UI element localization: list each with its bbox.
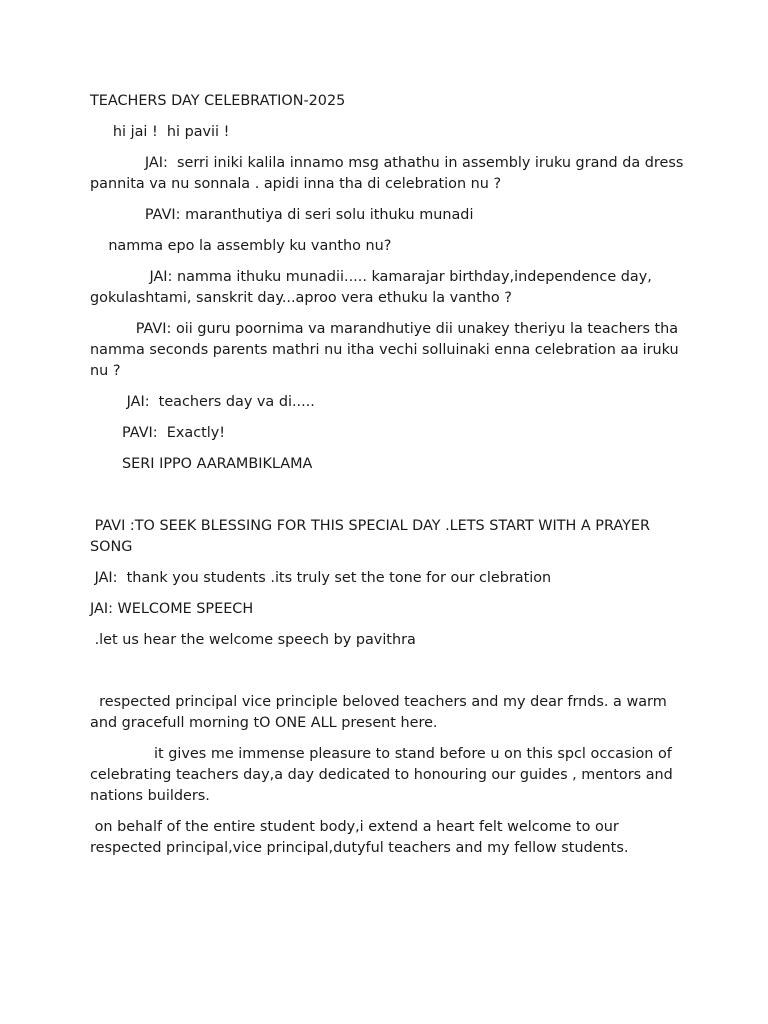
paragraph: JAI: teachers day va di..... xyxy=(90,394,315,410)
paragraph: .let us hear the welcome speech by pavithra xyxy=(90,632,416,648)
paragraph: PAVI: Exactly! xyxy=(90,425,226,441)
paragraph: hi jai ! hi pavii ! xyxy=(90,124,230,140)
paragraph: JAI: serri iniki kalila innamo msg athathu in assembly iruku grand da dress pannita va nu sonnala . apidi inna tha di celebration nu ? xyxy=(90,155,688,192)
blank-line xyxy=(90,661,686,682)
section-heading: JAI: WELCOME SPEECH xyxy=(90,601,254,617)
paragraph: respected principal vice principle beloved teachers and my dear frnds. a warm and gracefull morning tO ONE ALL present here. xyxy=(90,694,672,731)
paragraph: namma epo la assembly ku vantho nu? xyxy=(90,238,392,254)
document-title: TEACHERS DAY CELEBRATION-2025 xyxy=(90,93,346,109)
paragraph: PAVI: maranthutiya di seri solu ithuku munadi xyxy=(90,207,474,223)
paragraph: JAI: namma ithuku munadii..... kamarajar birthday,independence day, gokulashtami, sanskrit day...aproo vera ethuku la vantho ? xyxy=(90,269,661,306)
blank-line xyxy=(90,485,686,506)
document-body xyxy=(90,91,686,869)
paragraph: on behalf of the entire student body,i extend a heart felt welcome to our respected principal,vice principal,dutyful teachers and my fellow students. xyxy=(90,819,629,856)
paragraph: it gives me immense pleasure to stand before u on this spcl occasion of celebrating teachers day,a day dedicated to honouring our guides , mentors and nations builders. xyxy=(90,746,678,804)
paragraph: JAI: thank you students .its truly set the tone for our clebration xyxy=(90,570,552,586)
paragraph: SERI IPPO AARAMBIKLAMA xyxy=(90,456,313,472)
paragraph: PAVI: oii guru poornima va marandhutiye dii unakey theriyu la teachers tha namma seconds parents mathri nu itha vechi solluinaki enna celebration aa iruku nu ? xyxy=(90,321,684,379)
paragraph: PAVI :TO SEEK BLESSING FOR THIS SPECIAL DAY .LETS START WITH A PRAYER SONG xyxy=(90,518,655,555)
